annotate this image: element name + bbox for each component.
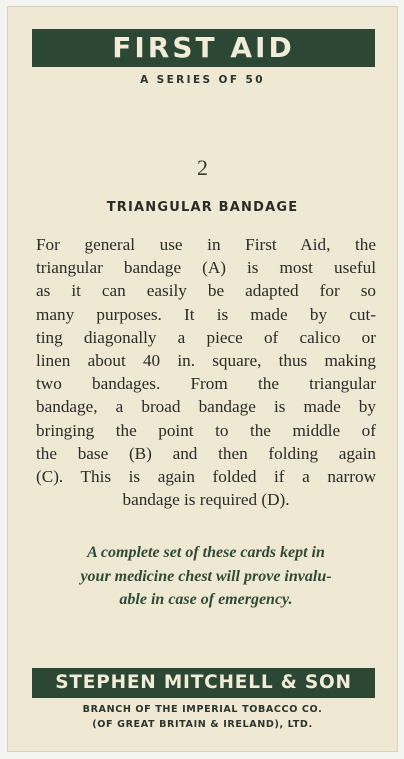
body-line: For general use in First Aid, the xyxy=(36,235,376,254)
body-line: the base (B) and then folding again xyxy=(36,443,376,463)
publisher-line: BRANCH OF THE IMPERIAL TOBACCO CO. xyxy=(82,704,323,715)
publisher-banner xyxy=(32,668,375,698)
cigarette-card xyxy=(7,6,398,752)
body-line: ting diagonally a piece of calico or xyxy=(36,327,376,347)
collector-note xyxy=(34,541,378,612)
card-heading: TRIANGULAR BANDAGE xyxy=(106,200,299,215)
body-line-last: bandage is required (D). xyxy=(122,490,290,510)
note-line: A complete set of these cards kept in xyxy=(87,544,325,561)
body-line: (C). This is again folded if a narrow xyxy=(36,467,376,487)
publisher-name: STEPHEN MITCHELL & SON xyxy=(55,672,352,693)
body-line: bringing the point to the middle of xyxy=(36,420,376,440)
body-line: linen about 40 in. square, thus making xyxy=(36,351,376,371)
series-title-banner xyxy=(32,29,375,67)
body-line: bandage, a broad bandage is made by xyxy=(36,397,376,417)
card-number: 2 xyxy=(197,155,208,180)
body-line: many purposes. It is made by cut- xyxy=(36,304,376,324)
series-title: FIRST AID xyxy=(112,31,295,64)
body-text xyxy=(36,233,376,511)
series-subtitle: A SERIES OF 50 xyxy=(140,74,265,86)
note-line: able in case of emergency. xyxy=(119,591,293,608)
body-line: triangular bandage (A) is most useful xyxy=(36,258,376,278)
body-line: two bandages. From the triangular xyxy=(36,374,376,394)
publisher-line: (OF GREAT BRITAIN & IRELAND), LTD. xyxy=(92,719,313,730)
publisher-details xyxy=(8,702,397,732)
note-line: your medicine chest will prove invalu- xyxy=(80,567,332,585)
body-line: as it can easily be adapted for so xyxy=(36,281,376,301)
